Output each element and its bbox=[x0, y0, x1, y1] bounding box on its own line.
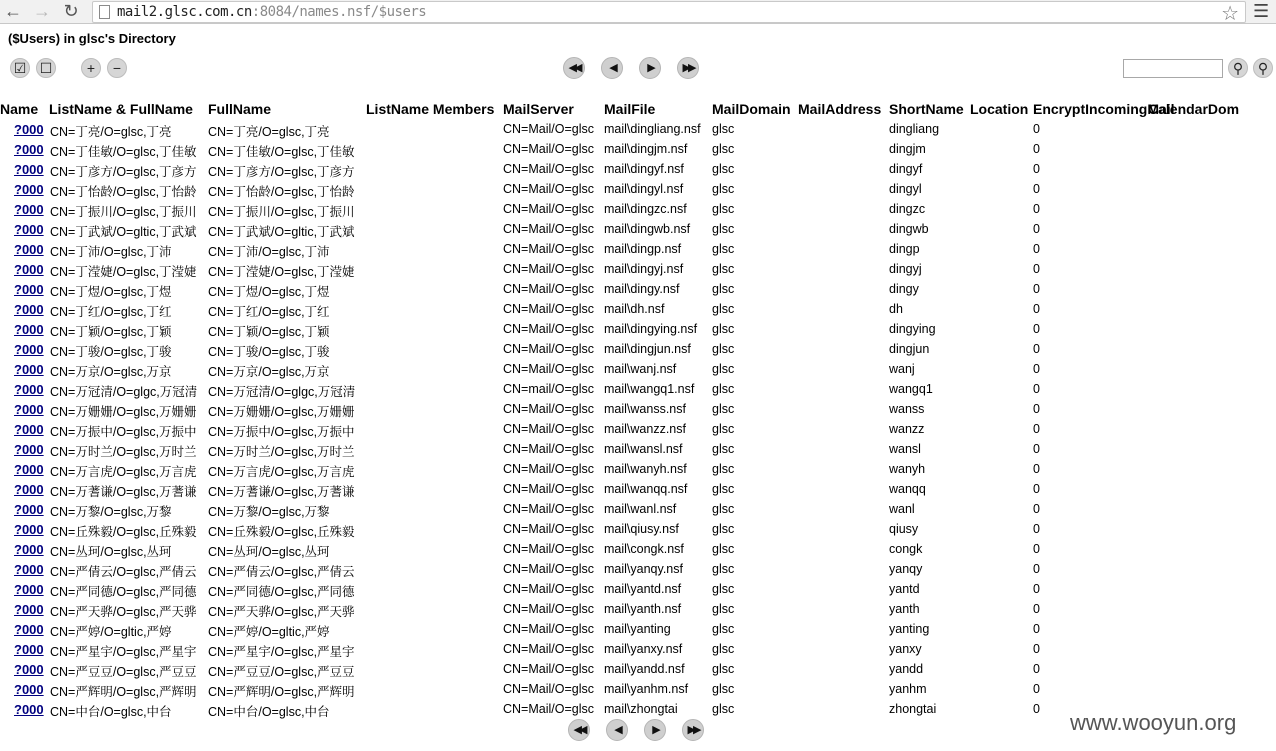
cell-maildomain: glsc bbox=[712, 422, 735, 436]
cell-mailserver: CN=Mail/O=glsc bbox=[503, 502, 594, 516]
user-link[interactable]: ?000 bbox=[14, 282, 44, 297]
cell-listname: CN=丁骏/O=glsc,丁骏 bbox=[50, 345, 172, 359]
search-options-icon[interactable]: ⚲ bbox=[1228, 58, 1248, 78]
cell-shortname: yanhm bbox=[889, 682, 927, 696]
cell-fullname: CN=丁红/O=glsc,丁红 bbox=[208, 305, 330, 319]
cell-listname: CN=严婷/O=gltic,严婷 bbox=[50, 625, 172, 639]
user-link[interactable]: ?000 bbox=[14, 702, 44, 717]
cell-mailfile: mail\dingwb.nsf bbox=[604, 222, 691, 236]
back-arrow-icon[interactable]: ← bbox=[4, 1, 22, 21]
cell-shortname: qiusy bbox=[889, 522, 919, 536]
cell-maildomain: glsc bbox=[712, 482, 735, 496]
cell-shortname: dingyl bbox=[889, 182, 922, 196]
cell-mailfile: mail\yanth.nsf bbox=[604, 602, 682, 616]
deselect-all-checkbox-icon[interactable]: ☐ bbox=[36, 58, 56, 78]
cell-maildomain: glsc bbox=[712, 342, 735, 356]
user-link[interactable]: ?000 bbox=[14, 142, 44, 157]
cell-mailserver: CN=Mail/O=glsc bbox=[503, 322, 594, 336]
cell-listname: CN=万姗姗/O=glsc,万姗姗 bbox=[50, 405, 197, 419]
column-header-fullname[interactable]: FullName bbox=[208, 101, 272, 117]
cell-listname: CN=严同德/O=glsc,严同德 bbox=[50, 585, 197, 599]
previous-page-bottom-icon[interactable]: ◀ bbox=[606, 719, 628, 741]
cell-mailfile: mail\dingliang.nsf bbox=[604, 122, 701, 136]
cell-listname: CN=丁佳敏/O=glsc,丁佳敏 bbox=[50, 145, 197, 159]
cell-fullname: CN=丁沛/O=glsc,丁沛 bbox=[208, 245, 330, 259]
cell-mailfile: mail\yanting bbox=[604, 622, 671, 636]
column-header-location[interactable]: Location bbox=[970, 101, 1029, 117]
user-link[interactable]: ?000 bbox=[14, 382, 44, 397]
cell-mailfile: mail\wanqq.nsf bbox=[604, 482, 688, 496]
cell-shortname: wanss bbox=[889, 402, 925, 416]
cell-shortname: dingying bbox=[889, 322, 936, 336]
cell-listname: CN=丁怡龄/O=glsc,丁怡龄 bbox=[50, 185, 197, 199]
user-link[interactable]: ?000 bbox=[14, 362, 44, 377]
next-page-bottom-icon[interactable]: ▶ bbox=[644, 719, 666, 741]
cell-maildomain: glsc bbox=[712, 382, 735, 396]
cell-fullname: CN=丁滢婕/O=glsc,丁滢婕 bbox=[208, 265, 355, 279]
cell-fullname: CN=严星宇/O=glsc,严星宇 bbox=[208, 645, 355, 659]
cell-encryptincomingmail: 0 bbox=[1033, 582, 1040, 596]
next-page-icon[interactable]: ▶ bbox=[639, 57, 661, 79]
cell-mailfile: mail\dingyf.nsf bbox=[604, 162, 684, 176]
cell-listname: CN=万冠清/O=glgc,万冠清 bbox=[50, 385, 198, 399]
cell-maildomain: glsc bbox=[712, 402, 735, 416]
cell-listname: CN=严星宇/O=glsc,严星宇 bbox=[50, 645, 197, 659]
cell-encryptincomingmail: 0 bbox=[1033, 162, 1040, 176]
cell-maildomain: glsc bbox=[712, 442, 735, 456]
cell-fullname: CN=万黎/O=glsc,万黎 bbox=[208, 505, 330, 519]
cell-encryptincomingmail: 0 bbox=[1033, 622, 1040, 636]
cell-encryptincomingmail: 0 bbox=[1033, 322, 1040, 336]
cell-listname: CN=万振中/O=glsc,万振中 bbox=[50, 425, 197, 439]
cell-maildomain: glsc bbox=[712, 702, 735, 716]
browser-menu-icon[interactable]: ☰ bbox=[1253, 1, 1270, 21]
cell-shortname: dingliang bbox=[889, 122, 940, 136]
user-link[interactable]: ?000 bbox=[14, 622, 44, 637]
cell-fullname: CN=严同德/O=glsc,严同德 bbox=[208, 585, 355, 599]
cell-fullname: CN=丁振川/O=glsc,丁振川 bbox=[208, 205, 355, 219]
cell-listname: CN=丘殊毅/O=glsc,丘殊毅 bbox=[50, 525, 197, 539]
user-link[interactable]: ?000 bbox=[14, 482, 44, 497]
user-link[interactable]: ?000 bbox=[14, 342, 44, 357]
cell-mailserver: CN=Mail/O=glsc bbox=[503, 242, 594, 256]
cell-fullname: CN=万姗姗/O=glsc,万姗姗 bbox=[208, 405, 355, 419]
cell-shortname: wanyh bbox=[889, 462, 926, 476]
user-link[interactable]: ?000 bbox=[14, 202, 44, 217]
cell-listname: CN=严倩云/O=glsc,严倩云 bbox=[50, 565, 197, 579]
column-header-listname-fullname[interactable]: ListName & FullName bbox=[49, 101, 193, 117]
cell-shortname: yantd bbox=[889, 582, 920, 596]
cell-listname: CN=丁彦方/O=glsc,丁彦方 bbox=[50, 165, 197, 179]
cell-mailserver: CN=Mail/O=glsc bbox=[503, 302, 594, 316]
cell-listname: CN=丁滢婕/O=glsc,丁滢婕 bbox=[50, 265, 197, 279]
cell-encryptincomingmail: 0 bbox=[1033, 182, 1040, 196]
user-link[interactable]: ?000 bbox=[14, 322, 44, 337]
cell-listname: CN=丁振川/O=glsc,丁振川 bbox=[50, 205, 197, 219]
cell-maildomain: glsc bbox=[712, 302, 735, 316]
cell-encryptincomingmail: 0 bbox=[1033, 502, 1040, 516]
column-header-shortname[interactable]: ShortName bbox=[889, 101, 964, 117]
cell-encryptincomingmail: 0 bbox=[1033, 522, 1040, 536]
cell-encryptincomingmail: 0 bbox=[1033, 242, 1040, 256]
search-input[interactable] bbox=[1123, 59, 1223, 78]
cell-listname: CN=万言虎/O=glsc,万言虎 bbox=[50, 465, 197, 479]
cell-fullname: CN=万时兰/O=glsc,万时兰 bbox=[208, 445, 355, 459]
cell-mailserver: CN=Mail/O=glsc bbox=[503, 422, 594, 436]
cell-shortname: wangq1 bbox=[889, 382, 933, 396]
cell-shortname: yanqy bbox=[889, 562, 923, 576]
cell-maildomain: glsc bbox=[712, 182, 735, 196]
cell-mailserver: CN=Mail/O=glsc bbox=[503, 262, 594, 276]
cell-encryptincomingmail: 0 bbox=[1033, 202, 1040, 216]
cell-encryptincomingmail: 0 bbox=[1033, 362, 1040, 376]
cell-mailserver: CN=Mail/O=glsc bbox=[503, 642, 594, 656]
cell-mailserver: CN=Mail/O=glsc bbox=[503, 482, 594, 496]
cell-maildomain: glsc bbox=[712, 682, 735, 696]
cell-mailfile: mail\qiusy.nsf bbox=[604, 522, 679, 536]
cell-mailfile: mail\yanqy.nsf bbox=[604, 562, 683, 576]
url-host: mail2.glsc.com.cn bbox=[117, 4, 252, 20]
cell-encryptincomingmail: 0 bbox=[1033, 682, 1040, 696]
cell-mailserver: CN=Mail/O=glsc bbox=[503, 222, 594, 236]
cell-fullname: CN=万蓍谦/O=glsc,万蓍谦 bbox=[208, 485, 355, 499]
cell-encryptincomingmail: 0 bbox=[1033, 562, 1040, 576]
user-link[interactable]: ?000 bbox=[14, 462, 44, 477]
cell-maildomain: glsc bbox=[712, 222, 735, 236]
cell-mailfile: mail\wanzz.nsf bbox=[604, 422, 686, 436]
cell-listname: CN=丛珂/O=glsc,丛珂 bbox=[50, 545, 172, 559]
cell-listname: CN=丁煜/O=glsc,丁煜 bbox=[50, 285, 172, 299]
cell-shortname: yanting bbox=[889, 622, 930, 636]
cell-mailfile: mail\yanxy.nsf bbox=[604, 642, 683, 656]
forward-arrow-icon[interactable]: → bbox=[33, 1, 51, 21]
cell-fullname: CN=丁颖/O=glsc,丁颖 bbox=[208, 325, 330, 339]
cell-shortname: dingjun bbox=[889, 342, 930, 356]
user-link[interactable]: ?000 bbox=[14, 562, 44, 577]
cell-fullname: CN=丁亮/O=glsc,丁亮 bbox=[208, 125, 330, 139]
last-page-icon[interactable]: ▶▶ bbox=[677, 57, 699, 79]
user-link[interactable]: ?000 bbox=[14, 242, 44, 257]
cell-mailfile: mail\dingzc.nsf bbox=[604, 202, 687, 216]
cell-encryptincomingmail: 0 bbox=[1033, 702, 1040, 716]
cell-mailfile: mail\dingjm.nsf bbox=[604, 142, 688, 156]
cell-shortname: dingp bbox=[889, 242, 920, 256]
cell-maildomain: glsc bbox=[712, 502, 735, 516]
cell-encryptincomingmail: 0 bbox=[1033, 122, 1040, 136]
expand-all-icon[interactable]: + bbox=[81, 58, 101, 78]
cell-listname: CN=严辉明/O=glsc,严辉明 bbox=[50, 685, 197, 699]
cell-mailfile: mail\dingying.nsf bbox=[604, 322, 698, 336]
cell-mailserver: CN=Mail/O=glsc bbox=[503, 662, 594, 676]
cell-shortname: dingyf bbox=[889, 162, 923, 176]
cell-shortname: dingzc bbox=[889, 202, 926, 216]
cell-shortname: wansl bbox=[889, 442, 921, 456]
cell-fullname: CN=严豆豆/O=glsc,严豆豆 bbox=[208, 665, 355, 679]
cell-mailfile: mail\dingyj.nsf bbox=[604, 262, 684, 276]
user-link[interactable]: ?000 bbox=[14, 602, 44, 617]
first-page-icon[interactable]: ◀◀ bbox=[563, 57, 585, 79]
column-header-mailserver[interactable]: MailServer bbox=[503, 101, 574, 117]
cell-mailfile: mail\dingy.nsf bbox=[604, 282, 680, 296]
cell-mailserver: CN=Mail/O=glsc bbox=[503, 122, 594, 136]
cell-listname: CN=严天骅/O=glsc,严天骅 bbox=[50, 605, 197, 619]
first-page-bottom-icon[interactable]: ◀◀ bbox=[568, 719, 590, 741]
cell-mailserver: CN=Mail/O=glsc bbox=[503, 582, 594, 596]
cell-maildomain: glsc bbox=[712, 242, 735, 256]
cell-mailserver: CN=Mail/O=glsc bbox=[503, 282, 594, 296]
last-page-bottom-icon[interactable]: ▶▶ bbox=[682, 719, 704, 741]
cell-mailserver: CN=Mail/O=glsc bbox=[503, 462, 594, 476]
page-title: ($Users) in glsc's Directory bbox=[8, 31, 176, 46]
cell-maildomain: glsc bbox=[712, 262, 735, 276]
cell-fullname: CN=严婷/O=gltic,严婷 bbox=[208, 625, 330, 639]
user-link[interactable]: ?000 bbox=[14, 302, 44, 317]
collapse-all-icon[interactable]: − bbox=[107, 58, 127, 78]
cell-encryptincomingmail: 0 bbox=[1033, 642, 1040, 656]
user-link[interactable]: ?000 bbox=[14, 162, 44, 177]
cell-shortname: wanqq bbox=[889, 482, 926, 496]
cell-fullname: CN=丁骏/O=glsc,丁骏 bbox=[208, 345, 330, 359]
cell-encryptincomingmail: 0 bbox=[1033, 142, 1040, 156]
cell-mailfile: mail\wangq1.nsf bbox=[604, 382, 695, 396]
cell-mailfile: mail\yanhm.nsf bbox=[604, 682, 689, 696]
cell-fullname: CN=严倩云/O=glsc,严倩云 bbox=[208, 565, 355, 579]
url-path: :8084/names.nsf/$users bbox=[251, 4, 427, 20]
cell-shortname: dingy bbox=[889, 282, 919, 296]
cell-maildomain: glsc bbox=[712, 562, 735, 576]
cell-listname: CN=万蓍谦/O=glsc,万蓍谦 bbox=[50, 485, 197, 499]
cell-maildomain: glsc bbox=[712, 142, 735, 156]
cell-listname: CN=丁武斌/O=gltic,丁武斌 bbox=[50, 225, 197, 239]
cell-mailserver: CN=Mail/O=glsc bbox=[503, 522, 594, 536]
cell-fullname: CN=丁彦方/O=glsc,丁彦方 bbox=[208, 165, 355, 179]
cell-mailserver: CN=Mail/O=glsc bbox=[503, 342, 594, 356]
cell-maildomain: glsc bbox=[712, 202, 735, 216]
cell-mailfile: mail\zhongtai bbox=[604, 702, 678, 716]
cell-mailserver: CN=Mail/O=glsc bbox=[503, 542, 594, 556]
cell-listname: CN=严豆豆/O=glsc,严豆豆 bbox=[50, 665, 197, 679]
user-link[interactable]: ?000 bbox=[14, 582, 44, 597]
cell-mailfile: mail\dingyl.nsf bbox=[604, 182, 684, 196]
cell-fullname: CN=丁煜/O=glsc,丁煜 bbox=[208, 285, 330, 299]
page-icon bbox=[99, 5, 110, 19]
cell-shortname: dingyj bbox=[889, 262, 922, 276]
cell-shortname: wanl bbox=[889, 502, 915, 516]
cell-shortname: wanj bbox=[889, 362, 915, 376]
column-header-name[interactable]: Name bbox=[0, 101, 39, 117]
cell-encryptincomingmail: 0 bbox=[1033, 382, 1040, 396]
user-link[interactable]: ?000 bbox=[14, 222, 44, 237]
cell-shortname: yandd bbox=[889, 662, 924, 676]
cell-listname: CN=万黎/O=glsc,万黎 bbox=[50, 505, 172, 519]
cell-listname: CN=万京/O=glsc,万京 bbox=[50, 365, 172, 379]
user-link[interactable]: ?000 bbox=[14, 442, 44, 457]
cell-maildomain: glsc bbox=[712, 122, 735, 136]
bookmark-star-icon[interactable]: ☆ bbox=[1221, 3, 1239, 25]
cell-listname: CN=丁红/O=glsc,丁红 bbox=[50, 305, 172, 319]
cell-shortname: dingwb bbox=[889, 222, 929, 236]
cell-mailserver: CN=Mail/O=glsc bbox=[503, 182, 594, 196]
cell-mailserver: CN=Mail/O=glsc bbox=[503, 682, 594, 696]
cell-mailfile: mail\wansl.nsf bbox=[604, 442, 683, 456]
cell-shortname: wanzz bbox=[889, 422, 925, 436]
cell-mailserver: CN=Mail/O=glsc bbox=[503, 442, 594, 456]
cell-listname: CN=中台/O=glsc,中台 bbox=[50, 705, 172, 719]
cell-maildomain: glsc bbox=[712, 322, 735, 336]
cell-fullname: CN=万京/O=glsc,万京 bbox=[208, 365, 330, 379]
user-link[interactable]: ?000 bbox=[14, 122, 44, 137]
cell-shortname: yanxy bbox=[889, 642, 922, 656]
cell-maildomain: glsc bbox=[712, 362, 735, 376]
cell-fullname: CN=万冠清/O=glgc,万冠清 bbox=[208, 385, 356, 399]
cell-shortname: dh bbox=[889, 302, 903, 316]
cell-maildomain: glsc bbox=[712, 162, 735, 176]
cell-mailfile: mail\dingp.nsf bbox=[604, 242, 682, 256]
cell-shortname: yanth bbox=[889, 602, 920, 616]
cell-fullname: CN=万振中/O=glsc,万振中 bbox=[208, 425, 355, 439]
cell-encryptincomingmail: 0 bbox=[1033, 402, 1040, 416]
cell-encryptincomingmail: 0 bbox=[1033, 422, 1040, 436]
cell-mailserver: CN=Mail/O=glsc bbox=[503, 142, 594, 156]
cell-fullname: CN=万言虎/O=glsc,万言虎 bbox=[208, 465, 355, 479]
cell-encryptincomingmail: 0 bbox=[1033, 462, 1040, 476]
cell-encryptincomingmail: 0 bbox=[1033, 482, 1040, 496]
select-all-checkbox-icon[interactable]: ☑ bbox=[10, 58, 30, 78]
browser-toolbar bbox=[0, 0, 1276, 24]
reload-icon[interactable]: ↻ bbox=[63, 1, 79, 21]
cell-mailfile: mail\wanl.nsf bbox=[604, 502, 677, 516]
user-link[interactable]: ?000 bbox=[14, 422, 44, 437]
user-link[interactable]: ?000 bbox=[14, 402, 44, 417]
cell-fullname: CN=中台/O=glsc,中台 bbox=[208, 705, 330, 719]
address-text bbox=[117, 4, 426, 20]
cell-mailfile: mail\wanyh.nsf bbox=[604, 462, 687, 476]
address-bar[interactable] bbox=[92, 1, 1246, 23]
cell-mailserver: CN=Mail/O=glsc bbox=[503, 162, 594, 176]
cell-shortname: zhongtai bbox=[889, 702, 937, 716]
cell-fullname: CN=丁怡龄/O=glsc,丁怡龄 bbox=[208, 185, 355, 199]
cell-maildomain: glsc bbox=[712, 622, 735, 636]
cell-maildomain: glsc bbox=[712, 582, 735, 596]
cell-encryptincomingmail: 0 bbox=[1033, 262, 1040, 276]
user-link[interactable]: ?000 bbox=[14, 182, 44, 197]
user-link[interactable]: ?000 bbox=[14, 642, 44, 657]
cell-listname: CN=丁沛/O=glsc,丁沛 bbox=[50, 245, 172, 259]
cell-encryptincomingmail: 0 bbox=[1033, 442, 1040, 456]
search-icon[interactable]: ⚲ bbox=[1253, 58, 1273, 78]
column-header-calendardomain[interactable]: CalendarDom bbox=[1148, 101, 1240, 117]
cell-encryptincomingmail: 0 bbox=[1033, 542, 1040, 556]
cell-mailfile: mail\wanj.nsf bbox=[604, 362, 677, 376]
cell-fullname: CN=丛珂/O=glsc,丛珂 bbox=[208, 545, 330, 559]
user-link[interactable]: ?000 bbox=[14, 502, 44, 517]
previous-page-icon[interactable]: ◀ bbox=[601, 57, 623, 79]
cell-maildomain: glsc bbox=[712, 662, 735, 676]
column-header-mailfile[interactable]: MailFile bbox=[604, 101, 656, 117]
cell-mailfile: mail\yandd.nsf bbox=[604, 662, 685, 676]
cell-maildomain: glsc bbox=[712, 602, 735, 616]
cell-encryptincomingmail: 0 bbox=[1033, 662, 1040, 676]
cell-encryptincomingmail: 0 bbox=[1033, 282, 1040, 296]
cell-fullname: CN=严辉明/O=glsc,严辉明 bbox=[208, 685, 355, 699]
column-header-maildomain[interactable]: MailDomain bbox=[712, 101, 791, 117]
cell-encryptincomingmail: 0 bbox=[1033, 302, 1040, 316]
cell-mailserver: CN=mail/O=glsc bbox=[503, 382, 594, 396]
cell-mailserver: CN=Mail/O=glsc bbox=[503, 402, 594, 416]
cell-encryptincomingmail: 0 bbox=[1033, 602, 1040, 616]
cell-encryptincomingmail: 0 bbox=[1033, 222, 1040, 236]
user-link[interactable]: ?000 bbox=[14, 542, 44, 557]
cell-shortname: dingjm bbox=[889, 142, 926, 156]
cell-fullname: CN=严天骅/O=glsc,严天骅 bbox=[208, 605, 355, 619]
column-header-mailaddress[interactable]: MailAddress bbox=[798, 101, 882, 117]
cell-fullname: CN=丁武斌/O=gltic,丁武斌 bbox=[208, 225, 355, 239]
cell-mailserver: CN=Mail/O=glsc bbox=[503, 622, 594, 636]
cell-mailfile: mail\dh.nsf bbox=[604, 302, 665, 316]
cell-listname: CN=丁亮/O=glsc,丁亮 bbox=[50, 125, 172, 139]
cell-mailfile: mail\wanss.nsf bbox=[604, 402, 686, 416]
cell-fullname: CN=丁佳敏/O=glsc,丁佳敏 bbox=[208, 145, 355, 159]
column-header-listname-members[interactable]: ListName Members bbox=[366, 101, 495, 117]
watermark: www.wooyun.org bbox=[1070, 710, 1237, 735]
cell-maildomain: glsc bbox=[712, 522, 735, 536]
cell-mailserver: CN=Mail/O=glsc bbox=[503, 562, 594, 576]
cell-maildomain: glsc bbox=[712, 542, 735, 556]
cell-maildomain: glsc bbox=[712, 642, 735, 656]
cell-listname: CN=丁颖/O=glsc,丁颖 bbox=[50, 325, 172, 339]
user-link[interactable]: ?000 bbox=[14, 522, 44, 537]
cell-shortname: congk bbox=[889, 542, 923, 556]
user-link[interactable]: ?000 bbox=[14, 682, 44, 697]
cell-encryptincomingmail: 0 bbox=[1033, 342, 1040, 356]
cell-mailserver: CN=Mail/O=glsc bbox=[503, 202, 594, 216]
cell-mailserver: CN=Mail/O=glsc bbox=[503, 702, 594, 716]
cell-listname: CN=万时兰/O=glsc,万时兰 bbox=[50, 445, 197, 459]
cell-mailfile: mail\yantd.nsf bbox=[604, 582, 682, 596]
cell-mailserver: CN=Mail/O=glsc bbox=[503, 602, 594, 616]
user-link[interactable]: ?000 bbox=[14, 662, 44, 677]
cell-mailfile: mail\congk.nsf bbox=[604, 542, 684, 556]
cell-fullname: CN=丘殊毅/O=glsc,丘殊毅 bbox=[208, 525, 355, 539]
cell-mailfile: mail\dingjun.nsf bbox=[604, 342, 691, 356]
column-header-encryptincomingmail[interactable]: EncryptIncomingMail bbox=[1033, 101, 1175, 117]
cell-mailserver: CN=Mail/O=glsc bbox=[503, 362, 594, 376]
cell-maildomain: glsc bbox=[712, 282, 735, 296]
cell-maildomain: glsc bbox=[712, 462, 735, 476]
user-link[interactable]: ?000 bbox=[14, 262, 44, 277]
